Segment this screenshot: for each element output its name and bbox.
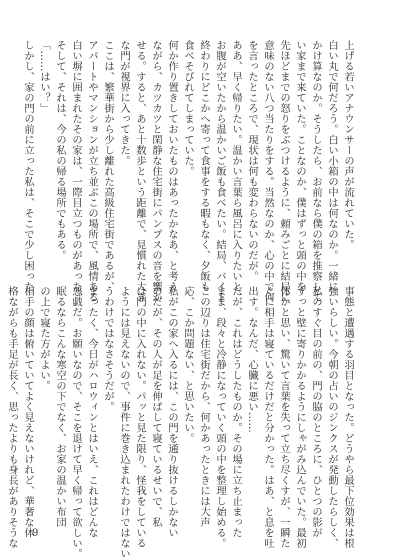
lower-text-block [6, 286, 356, 559]
upper-text-block [22, 40, 356, 303]
text-line: を言ったところで、現状は何も変わらないのだが。 [246, 40, 258, 282]
text-line: の上で寝た方がよい。 [38, 286, 50, 391]
text-line: 「……はい？」 [38, 40, 50, 114]
text-line: は門の中に入れない。パッと見た限り、怪我をしている [134, 286, 146, 549]
text-line: ずっと壁に寄りかかるようにしゃがみ込んでいた。最初 [294, 286, 306, 549]
text-line: うわけではなさそうだが。 [102, 286, 114, 412]
text-line: まま、段々と冷静になっていく頭の中を整理し始める。 [214, 286, 226, 549]
text-line: のだが、その人が足を伸ばして寝ているせいで、私 [150, 286, 162, 528]
text-line: い家まで来ていた。ことなのか、僕はずっと頭の中を [294, 40, 306, 292]
text-line: な門が視界に入ってきた。 [118, 40, 130, 166]
text-line: お腹が空いたから温かいご飯も食べたい。結局、バイト [214, 40, 226, 303]
text-line: だが、これはどうしたものか。その場に立ち止まった [230, 286, 242, 538]
text-line: しかし、家の門の前に立った私は、そこで少し困った [22, 40, 34, 292]
text-line: 事態と遭遇する羽目となった。どうやら最下位効果は根 [342, 286, 354, 549]
text-line: 私のすぐ目の前の、門の脇のところに、ひとつの影が [310, 286, 322, 538]
text-line: 相手の顔は俯いていてよく見えないけれど、華奢な体 [22, 286, 34, 538]
text-line: まったく、今日がハロウィンとはいえ、これはどんな [86, 286, 98, 538]
text-line: ぐに相手は寝ているだけだと分かった。はあ、と息を吐 [262, 286, 274, 549]
text-line: そして、それは、今の私の帰る場所でもある。 [54, 40, 66, 261]
text-line: 何か作り置きしておいたものはあったかなあ、と考え [166, 40, 178, 292]
text-line: ようには見えないので、事件に巻き込まれたわけではない [118, 286, 130, 559]
page-number: 9 [32, 528, 39, 539]
text-line: 応、こか問題ない、と思いたい。 [182, 286, 194, 444]
text-line: ああ、早く帰りたい。温かい言葉ら風呂に入りたいと、 [230, 40, 242, 303]
text-line: 眠るならこんな寒空の下でなく、お家の温かい布団 [54, 286, 66, 528]
text-line: ここは、繁華街から少し離れた高級住宅街であるが、 [102, 40, 114, 292]
text-line: かけ算なのか。そうしたら、お前なら僕の箱を推察して [310, 40, 322, 303]
text-line: 出す。なんだ、心臓に悪い…… [246, 286, 258, 433]
text-line: 先ほどまでの怒りをぶつけるように、頼みごとに結局に [278, 40, 290, 303]
text-line: 白い丸で何だろう。白い小箱の中は何なのか。一緒に [326, 40, 338, 292]
text-line: 上げる若いアナウンサーの声が流れていた。 [342, 40, 354, 250]
text-line: この辺りは住宅街だから、何かあったときには大声 [198, 286, 210, 528]
text-line: 体かと思い、驚いて言葉を失って立ち尽くすが、一瞬た [278, 286, 290, 549]
text-line: 白い塀に囲まれたその家は、一際目立つものがあった。 [70, 40, 82, 303]
text-line: 悪戯だ。お願いなので、そこを退けて早く帰って欲しい。 [70, 286, 82, 559]
text-line: 格ながらも手足が長く、思ったよりも身長がありそうな [6, 286, 18, 549]
text-line: ながら、カツカツと閑静な住宅街にパンプスの音を響か [150, 40, 162, 303]
text-line: 強いらしい。今朝の占いのジンクスが発動したらしく、 [326, 286, 338, 549]
text-line: 終わりにどこかへ寄って食事をする暇もなく、夕飯も [198, 40, 210, 292]
text-line: 食べそびれてしまっていた。 [182, 40, 194, 177]
text-line: 意味のない八つ当たりをする。当然なのか、心の中で何 [262, 40, 274, 303]
text-line: せる。すると、あと十数歩という距離で、見慣れた大き [134, 40, 146, 303]
text-line: アパートやマンションが立ち並ぶこの場所で、風情ある [86, 40, 98, 303]
text-line: 私がこの家へ入るには、この門を通り抜けるしかない [166, 286, 178, 538]
